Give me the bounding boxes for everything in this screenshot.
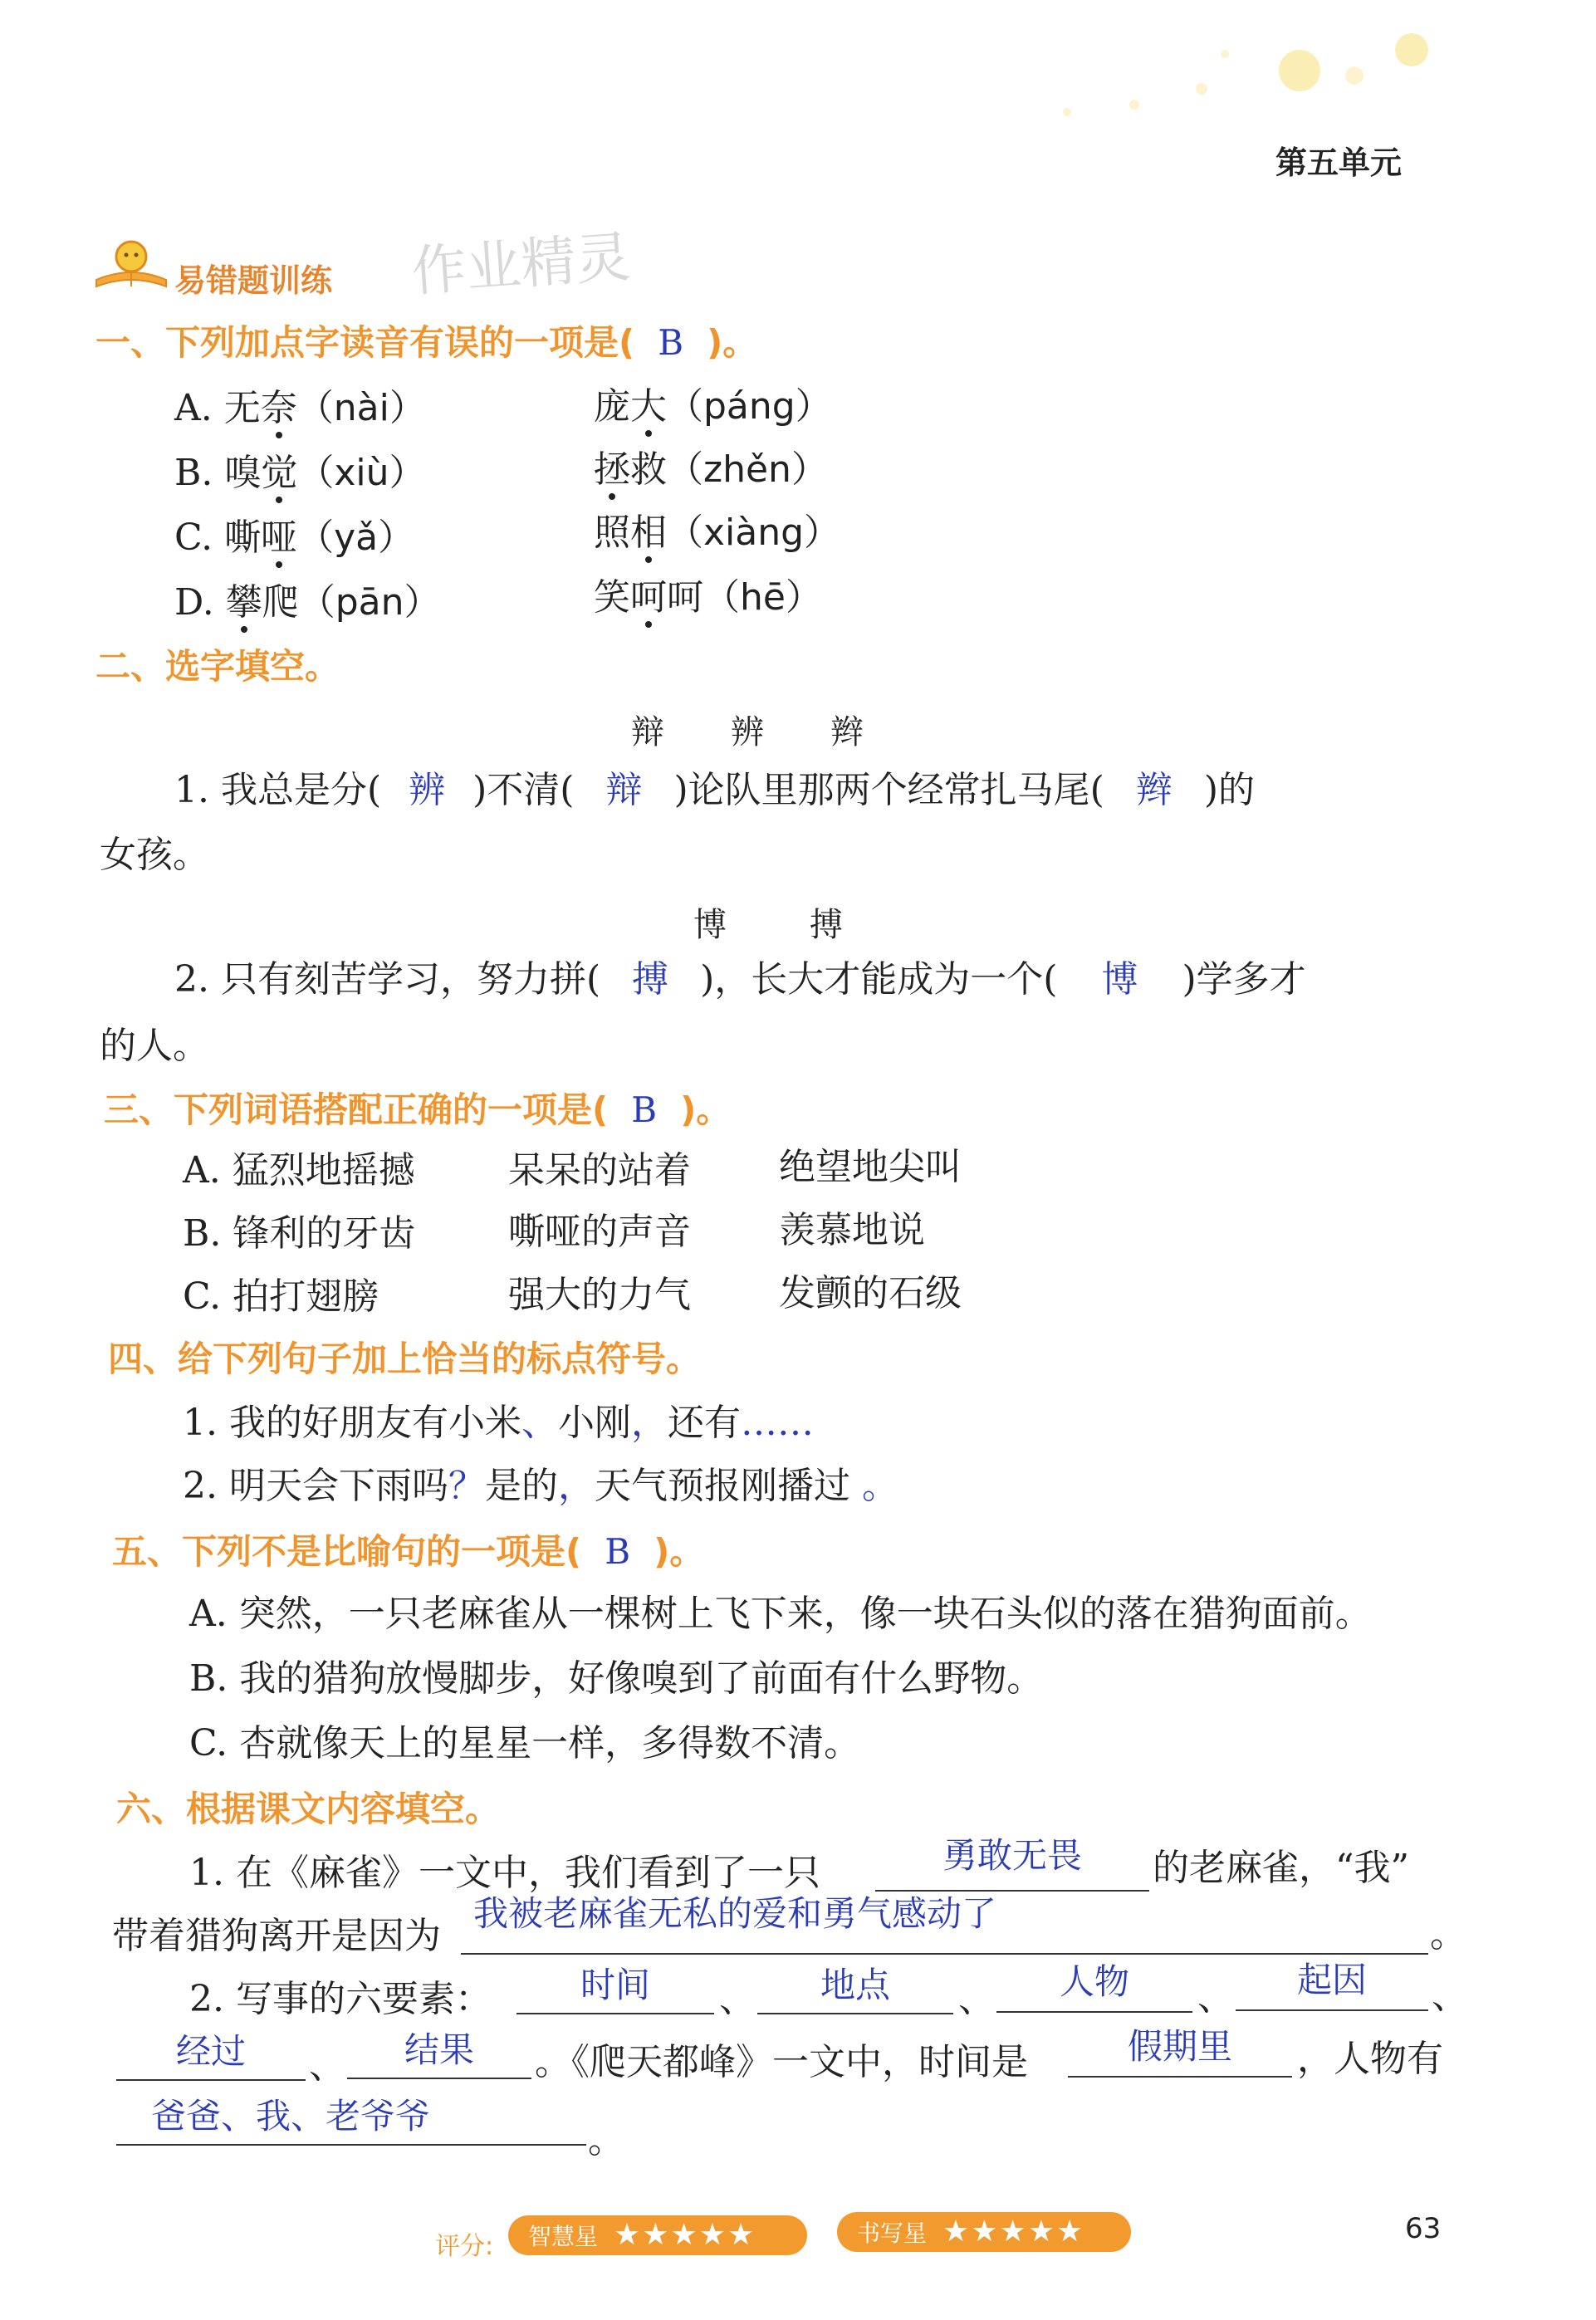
sep-4: 、 [1432,1975,1468,2017]
q1-row-a: A. 无奈（nài） [174,387,426,429]
q2-s2-answer2: 博 [1101,958,1138,1001]
q6-s1-answer1: 勇敢无畏 [942,1835,1082,1876]
q6-s2-end: 。 [588,2119,624,2161]
q2-s1: 1. 我总是分( 辨 )不清( 辩 )论队里那两个经常扎马尾( 辫 )的 [174,769,1255,811]
q6-s1-d: 。 [1430,1913,1466,1955]
q2-choices-1: 辩 辨 辫 [631,713,864,751]
q2-s2: 2. 只有刻苦学习，努力拼( 搏 )，长大才能成为一个( 博 )学多才 [174,958,1306,1001]
q5-item-c: C. 杏就像天上的星星一样，多得数不清。 [189,1722,861,1764]
q1-row-b-2: 拯救（zhěn） [594,448,828,491]
watermark: 作业精灵 [409,224,633,305]
q6-s2-b: 。《爬天都峰》一文中，时间是 [535,2041,1028,2083]
q6-title: 六、根据课文内容填空。 [116,1789,501,1829]
q2-s1-answer1: 辨 [409,769,446,811]
q3-row-b: B. 锋利的牙齿 [183,1212,416,1255]
badge-title: 易错题训练 [174,262,333,299]
six-line-1 [516,2013,714,2014]
q6-s1-a: 1. 在《麻雀》一文中，我们看到了一只 [189,1852,820,1894]
q3-row-c: C. 拍打翅膀 [183,1275,379,1318]
q2-s2-answer1: 搏 [632,958,669,1001]
q3-row-b-3: 羡慕地说 [779,1209,925,1251]
decor-dots [1013,17,1445,133]
q6-s1-answer2: 我被老麻雀无私的爱和勇气感动了 [472,1893,996,1934]
q6-s1-c: 带着猎狗离开是因为 [112,1915,441,1957]
q1-row-b: B. 嗅觉（xiù） [174,452,426,494]
q3-row-a-3: 绝望地尖叫 [779,1146,962,1188]
six-answer-2: 地点 [820,1965,890,2005]
time-answer: 假期里 [1127,2026,1232,2067]
page-number: 63 [1405,2212,1442,2245]
six-answer-5: 经过 [175,2031,246,2072]
q3-row-b-2: 嘶哑的声音 [508,1211,691,1253]
q2-title: 二、选字填空。 [95,646,340,687]
q4-s2: 2. 明天会下雨吗？是的，天气预报刚播过 。 [183,1465,898,1507]
wisdom-stars-icon: ★★★★★ [613,2218,756,2252]
q5-answer: B [605,1531,631,1572]
q6-s1-line1 [875,1890,1149,1892]
score-label: 评分: [435,2232,494,2261]
q2-choices-2: 博 搏 [693,906,843,944]
sep-2: 、 [958,1978,995,2020]
six-answer-6: 结果 [404,2029,474,2070]
q2-s2-cont: 的人。 [100,1025,209,1067]
q6-s1-line2 [461,1953,1428,1955]
q6-s1-b: 的老麻雀，“我” [1153,1847,1409,1889]
reading-child-icon [91,237,171,295]
q3-row-a: A. 猛烈地摇撼 [183,1149,415,1192]
q1-row-a-2: 庞大（páng） [594,385,832,428]
sep-1: 、 [719,1978,756,2020]
q6-s2-a: 2. 写事的六要素： [189,1978,492,2020]
q1-row-c: C. 嘶哑（yǎ） [174,516,415,559]
q1-row-d-2: 笑呵呵（hē） [594,576,822,619]
six-line-6 [347,2078,531,2079]
q1-row-d: D. 攀爬（pān） [174,581,441,624]
q5-title: 五、下列不是比喻句的一项是( B )。 [112,1531,705,1572]
sep-5: 、 [309,2044,345,2087]
q1-title: 一、下列加点字读音有误的一项是( B )。 [95,322,758,363]
q2-s1-answer3: 辫 [1135,769,1173,811]
six-answer-4: 起因 [1296,1960,1367,2000]
q4-title: 四、给下列句子加上恰当的标点符号。 [108,1339,702,1379]
writing-star-pill: 书写星 ★★★★★ [837,2212,1131,2252]
six-line-5 [116,2079,306,2081]
q6-s2-c: ，人物有 [1297,2038,1443,2080]
q3-row-a-2: 呆呆的站着 [508,1149,691,1192]
six-line-4 [1236,2009,1428,2011]
writing-stars-icon: ★★★★★ [942,2215,1085,2249]
q4-s1: 1. 我的好朋友有小米、小刚，还有…… [183,1402,814,1444]
unit-title: 第五单元 [1275,144,1403,181]
wisdom-star-pill: 智慧星 ★★★★★ [508,2215,807,2255]
time-line [1068,2076,1292,2078]
q5-item-b: B. 我的猎狗放慢脚步，好像嗅到了前面有什么野物。 [189,1657,1044,1700]
q3-row-c-2: 强大的力气 [508,1274,691,1316]
q3-row-c-3: 发颤的石级 [779,1272,962,1314]
q5-item-a: A. 突然，一只老麻雀从一棵树上飞下来，像一块石头似的落在猎狗面前。 [189,1593,1372,1635]
q2-s1-answer2: 辩 [605,769,643,811]
q3-answer: B [631,1089,658,1130]
six-answer-3: 人物 [1059,1961,1129,2002]
six-line-3 [996,2011,1192,2013]
six-answer-1: 时间 [580,1965,650,2005]
people-answer: 爸爸、我、老爷爷 [150,2096,430,2136]
sep-3: 、 [1197,1976,1234,2019]
q1-row-c-2: 照相（xiàng） [594,511,841,554]
six-line-2 [757,2013,953,2014]
q1-answer: B [658,322,684,363]
q3-title: 三、下列词语搭配正确的一项是( B )。 [104,1089,732,1130]
q2-s1-cont: 女孩。 [100,834,209,876]
people-line [116,2144,586,2146]
